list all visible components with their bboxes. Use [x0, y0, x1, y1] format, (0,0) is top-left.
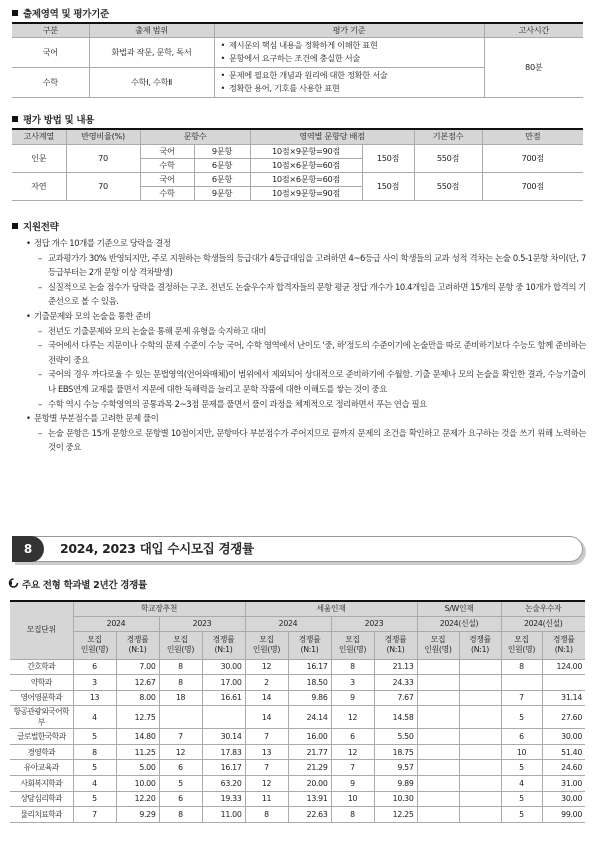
- section-title-bar: [12, 536, 588, 564]
- square-bullet-icon: [12, 223, 18, 229]
- dept-name: 경영학과: [10, 744, 73, 760]
- table-row: 경영학과 8 11.25 12 17.83 13 21.77 12 18.75 10 51.40: [10, 744, 585, 760]
- dept-name: 유아교육과: [10, 760, 73, 776]
- list-item: – 교과평가가 30% 반영되지만, 주로 지원하는 학생들의 등급대가 4등급대임을 고려하면 4~6등급 사이 학생들의 교과 성적 격차는 논술 0.5-1문항 차이(단, 7등급부터는 2개 문항 이상 격차발생): [26, 251, 586, 280]
- list-item: • 문항별 부분점수를 고려한 문제 풀이: [26, 411, 586, 426]
- list-item: – 국어의 경우 까다로울 수 있는 문법영역(언어와매체)이 범위에서 제외되어 상대적으로 준비하기에 수월함. 기출 문제나 모의 논술을 확인한 결과, 수능기출이나 EBS연계 교재를 풀면서 지문에 대한 독해력을 늘리고 문학 작품에 대한 이해도를 쌓는 것이 중요: [26, 367, 586, 396]
- list-item: • 기출문제와 모의 논술을 통한 준비: [26, 309, 586, 324]
- competition-rate-table: 모집단위 학교장추천 세움인재 S/W인재 논술우수자 2024 2023 2024 2023 2024(신설) 2024(신설) 모집 인원(명) 경쟁률 (N:1) 모집 인원(명) 경쟁률 (N:1) 모집 인원(명) 경쟁률 (N:1) 모집 인원(명) 경쟁률 (N:1) 모집 인원(명) 경쟁률 (N:1) 모집 인원(명) 경쟁률 (N:1) 간호학과 6 7.00 8 30.00 12 16.17 8 21.13 8 124.00 약학과 3 12.67 8 17.00 2 18.50 3 24.33 영어영문학과 13 8.00 18 16.61 14 9.86 9 7.67 7 31.14 항공관광외국어학부 4 12.75 14 24.14 12 14.58 5 27.60 글로벌한국학과 5 14.80 7 30.14 7 16.00 6 5.50 6 30.00 경영학과 8 11.25 12 17.83 13 21.77 12 18.75 10 51.40 유아교육과 5 5.00 6 16.17 7 21.29 7 9.57 5 24.60 사회복지학과 4 10.00 5 63.20 12 20.00 9 9.89 4 31.00 상담심리학과 5 12.20 6 19.33 11 13.91 10 10.30 5 30.00 물리치료학과 7 9.29 8 11.00 8 22.63 8 12.25 5 99.00: [10, 600, 585, 823]
- section-heading-exam-scope: 출제영역 및 평가기준: [12, 6, 109, 20]
- table-row: 약학과 3 12.67 8 17.00 2 18.50 3 24.33: [10, 675, 585, 691]
- dept-name: 간호학과: [10, 659, 73, 675]
- strategy-list: [26, 236, 586, 455]
- dept-name: 물리치료학과: [10, 807, 73, 823]
- square-bullet-icon: [12, 10, 18, 16]
- table-heading: 주요 전형 학과별 2년간 경쟁률: [8, 577, 147, 591]
- table-row: 수학 9문항 10점×9문항=90점: [12, 186, 583, 200]
- table-row: 수학 수학Ⅰ, 수학Ⅱ • 문제에 필요한 개념과 원리에 대한 정확한 서술 • 정확한 용어, 기호를 사용한 표현: [12, 67, 583, 97]
- table-row: 자연 70 국어 6문항 10점×6문항=60점 150점 550점 700점: [12, 172, 583, 186]
- table-row: 간호학과 6 7.00 8 30.00 12 16.17 8 21.13 8 124.00: [10, 659, 585, 675]
- section-title: 2024, 2023 대입 수시모집 경쟁률: [60, 541, 254, 556]
- eval-method-table: 고사계열 반영비율(%) 문항수 영역별 문항당 배점 기본점수 만점 인문 70 국어 9문항 10점×9문항=90점 150점 550점 700점 수학 6문항 10점×6문항=60점 자연 70 국어 6문항 10점×6문항=60점 150점 550점 700점 수학 9문항 10점×9문항=90점: [12, 128, 583, 201]
- section-number: 8: [12, 536, 44, 562]
- list-item: – 논술 문항은 15개 문항으로 문항별 10점이지만, 문항마다 부분점수가 주어지므로 끝까지 문제의 조건을 확인하고 문제가 요구하는 것을 쓰기 위해 노력하는 것이 중요: [26, 426, 586, 455]
- exam-scope-table: 구분 출제 범위 평가 기준 고사시간 국어 화법과 작문, 문학, 독서 • 제시문의 핵심 내용을 정확하게 이해한 표현 • 문항에서 요구하는 조건에 충실한 서술 80분 수학 수학Ⅰ, 수학Ⅱ • 문제에 필요한 개념과 원리에 대한 정확한 서술 • 정확한 용어, 기호를 사용한 표현: [12, 22, 583, 98]
- table-row: 글로벌한국학과 5 14.80 7 30.14 7 16.00 6 5.50 6 30.00: [10, 729, 585, 745]
- square-bullet-icon: [12, 116, 18, 122]
- list-item: – 수학 역시 수능 수학영역의 공통과목 2~3점 문제를 풀면서 풀이 과정을 체계적으로 정리하면서 푸는 연습 필요: [26, 397, 586, 412]
- table-row: 상담심리학과 5 12.20 6 19.33 11 13.91 10 10.30 5 30.00: [10, 791, 585, 807]
- dept-name: 상담심리학과: [10, 791, 73, 807]
- list-item: • 정답 개수 10개를 기준으로 당락을 결정: [26, 236, 586, 251]
- table-row: 물리치료학과 7 9.29 8 11.00 8 22.63 8 12.25 5 99.00: [10, 807, 585, 823]
- section-heading-eval-method: 평가 방법 및 내용: [12, 112, 94, 126]
- list-item: – 국어에서 다루는 지문이나 수학의 문제 수준이 수능 국어, 수학 영역에서 난이도 '중, 하'정도의 수준이기에 논술만을 따로 준비하기보다 수능도 함께 준비하는 전략이 중요: [26, 338, 586, 367]
- arrow-circle-icon: [8, 578, 19, 591]
- table-row: 영어영문학과 13 8.00 18 16.61 14 9.86 9 7.67 7 31.14: [10, 690, 585, 706]
- section-heading-strategy: 지원전략: [12, 219, 59, 233]
- table-row: 항공관광외국어학부 4 12.75 14 24.14 12 14.58 5 27.60: [10, 706, 585, 729]
- dept-name: 항공관광외국어학부: [10, 706, 73, 729]
- table-row: 국어 화법과 작문, 문학, 독서 • 제시문의 핵심 내용을 정확하게 이해한 표현 • 문항에서 요구하는 조건에 충실한 서술 80분: [12, 37, 583, 67]
- dept-name: 글로벌한국학과: [10, 729, 73, 745]
- dept-name: 약학과: [10, 675, 73, 691]
- list-item: – 실질적으로 논술 점수가 당락을 결정하는 구조. 전년도 논술우수자 합격자들의 문항 평균 정답 개수가 10.4개임을 고려하면 15개의 문항 중 10개가 합격의 기준선으로 볼 수 있음.: [26, 280, 586, 309]
- dept-name: 사회복지학과: [10, 776, 73, 792]
- exam-time: 80분: [484, 37, 583, 97]
- list-item: – 전년도 기출문제와 모의 논술을 통해 문제 유형을 숙지하고 대비: [26, 324, 586, 339]
- table-row: 사회복지학과 4 10.00 5 63.20 12 20.00 9 9.89 4 31.00: [10, 776, 585, 792]
- table-row: 유아교육과 5 5.00 6 16.17 7 21.29 7 9.57 5 24.60: [10, 760, 585, 776]
- dept-name: 영어영문학과: [10, 690, 73, 706]
- table-row: 수학 6문항 10점×6문항=60점: [12, 158, 583, 172]
- table-row: 인문 70 국어 9문항 10점×9문항=90점 150점 550점 700점: [12, 144, 583, 158]
